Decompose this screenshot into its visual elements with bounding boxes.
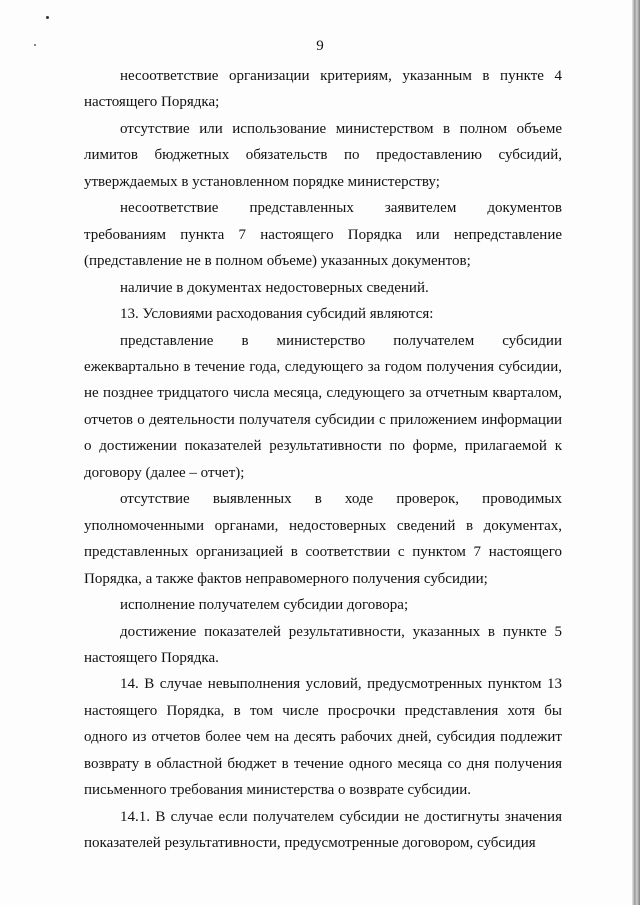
paragraph: отсутствие или использование министерством в полном объеме лимитов бюджетных обязательств по предоставлению субсидий, утверждаемых в установленном порядке министерству; [84, 120, 562, 190]
paragraph: наличие в документах недостоверных сведений. [120, 279, 429, 296]
paragraph-section-13: 13. Условиями расходования субсидий являются: [120, 306, 434, 323]
document-body [84, 63, 562, 857]
scan-artifact-dot [46, 16, 49, 19]
paragraph: представление в министерство получателем субсидии ежеквартально в течение года, следующего за годом получения субсидии, не позднее тридцатого числа месяца, следующего за отчетным кварталом, отчетов о деятельности получателя субсидии с приложением информации о достижении показателей результативности по форме, прилагаемой к договору (далее – отчет); [84, 332, 562, 481]
page-number: 9 [316, 38, 324, 54]
paragraph: исполнение получателем субсидии договора; [120, 597, 409, 614]
paragraph: отсутствие выявленных в ходе проверок, проводимых уполномоченными органами, недостоверных сведений в документах, представленных организацией в соответствии с пунктом 7 настоящего Порядка, а также фактов неправомерного получения субсидии; [84, 491, 562, 587]
paragraph-section-14: 14. В случае невыполнения условий, предусмотренных пунктом 13 настоящего Порядка, в том числе просрочки представления хотя бы одного из отчетов более чем на десять рабочих дней, субсидия подлежит возврату в областной бюджет в течение одного месяца со дня получения письменного требования министерства о возврате субсидии. [84, 676, 562, 799]
paragraph: несоответствие представленных заявителем документов требованиям пункта 7 настоящего Порядка или непредставление (представление не в полном объеме) указанных документов; [84, 200, 562, 270]
paragraph: несоответствие организации критериям, указанным в пункте 4 настоящего Порядка; [84, 68, 562, 111]
paragraph-section-14-1: 14.1. В случае если получателем субсидии не достигнуты значения показателей результативности, предусмотренные договором, субсидия [84, 808, 562, 852]
scan-edge-shadow [632, 0, 640, 905]
paragraph: достижение показателей результативности, указанных в пункте 5 настоящего Порядка. [84, 623, 562, 666]
